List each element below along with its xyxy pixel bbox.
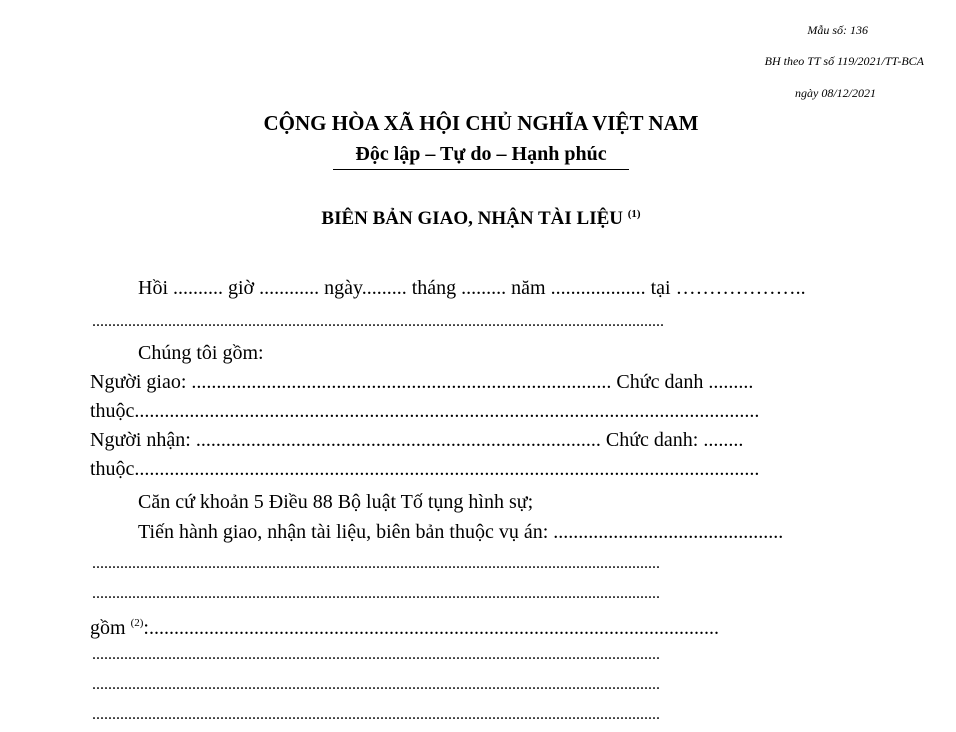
include-label: gồm: [90, 617, 131, 639]
list-line-3: ..............................................................................................................................................: [92, 706, 660, 723]
place-continuation-line: ...............................................................................................................................................: [92, 313, 664, 330]
title-footnote-marker: (1): [627, 208, 641, 220]
document-title: [0, 208, 956, 230]
we-include-label: Chúng tôi gồm:: [138, 342, 264, 364]
time-place-line: Hồi .......... giờ ............ ngày......... tháng ......... năm ................... tại ………………..: [138, 277, 806, 299]
proceed-line: Tiến hành giao, nhận tài liệu, biên bản thuộc vụ án: ..............................................: [138, 521, 784, 543]
legal-basis-line: Căn cứ khoản 5 Điều 88 Bộ luật Tố tụng hình sự;: [138, 491, 534, 513]
case-line-1: ..............................................................................................................................................: [92, 555, 660, 572]
receiver-line: Người nhận: ................................................................................. Chức danh: ........: [90, 429, 744, 451]
issued-by: BH theo TT số 119/2021/TT-BCA: [764, 54, 924, 68]
include-footnote-marker: (2): [130, 617, 144, 629]
include-line: [90, 611, 870, 640]
republic-heading: CỘNG HÒA XÃ HỘI CHỦ NGHĨA VIỆT NAM: [263, 111, 699, 135]
list-line-2: ..............................................................................................................................................: [92, 676, 660, 693]
case-line-2: ..............................................................................................................................................: [92, 585, 660, 602]
giver-line: Người giao: .................................................................................... Chức danh .........: [90, 371, 754, 393]
motto: Độc lập – Tự do – Hạnh phúc: [355, 143, 607, 165]
giver-unit-line: thuộc.............................................................................................................................: [90, 400, 760, 422]
receiver-unit-line: thuộc.............................................................................................................................: [90, 458, 760, 480]
document-title-text: BIÊN BẢN GIAO, NHẬN TÀI LIỆU: [321, 208, 628, 229]
list-line-1: ..............................................................................................................................................: [92, 646, 660, 663]
issued-date: ngày 08/12/2021: [795, 86, 876, 100]
include-dots: :..................................................................................................................: [143, 617, 719, 639]
form-number: Mẫu số: 136: [807, 23, 868, 37]
motto-underline: [333, 169, 629, 170]
